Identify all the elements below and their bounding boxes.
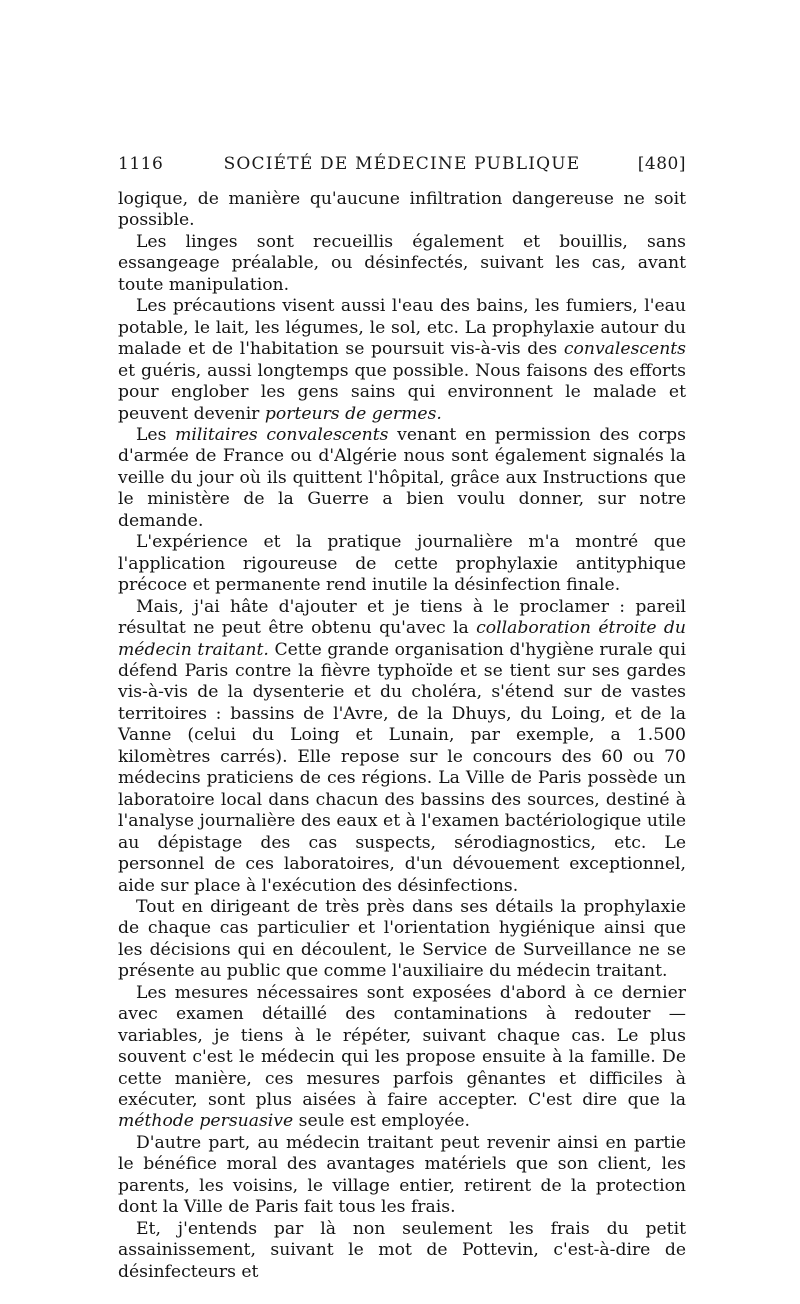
paragraph <box>118 1133 686 1219</box>
paragraph <box>118 1219 686 1283</box>
paragraph <box>118 425 686 532</box>
page-number: 1116 <box>118 154 164 174</box>
text-run: et guéris, aussi longtemps que possible. Nous faisons des efforts pour englober les gens sains qui environnent le malade et peuvent devenir <box>118 360 686 424</box>
text-run: D'autre part, au médecin traitant peut revenir ainsi en partie le bénéfice moral des avantages matériels que son client, les parents, les voisins, le village entier, retirent de la protection dont la Ville de Paris fait tous les frais. <box>118 1132 686 1218</box>
text-run: seule est employée. <box>293 1111 471 1132</box>
running-title: SOCIÉTÉ DE MÉDECINE PUBLIQUE <box>223 154 581 174</box>
italic-text: militaires convalescents <box>175 424 389 445</box>
paragraph <box>118 189 686 232</box>
paragraph <box>118 296 686 425</box>
text-run: Et, j'entends par là non seulement les frais du petit assainissement, suivant le mot de Pottevin, c'est-à-dire de désinfecteurs et <box>118 1218 686 1282</box>
text-run: L'expérience et la pratique journalière m'a montré que l'application rigoureuse de cette prophylaxie antityphique précoce et permanente rend inutile la désinfection finale. <box>118 532 686 596</box>
text-run: Les <box>136 424 176 445</box>
paragraph <box>118 897 686 983</box>
bracket-number: [480] <box>637 154 686 174</box>
paragraph <box>118 532 686 596</box>
text-run: Les linges sont recueillis également et bouillis, sans essangeage préalable, ou désinfectés, suivant les cas, avant toute manipulation. <box>118 231 686 295</box>
italic-text: convalescents <box>563 339 686 360</box>
text-run: Les précautions visent aussi l'eau des bains, les fumiers, l'eau potable, le lait, les légumes, le sol, etc. La prophylaxie autour du malade et de l'habitation se poursuit vis-à-vis des <box>118 296 686 360</box>
page-body <box>118 189 686 1283</box>
italic-text: méthode persuasive <box>118 1111 294 1132</box>
text-run: Les mesures nécessaires sont exposées d'abord à ce dernier avec examen détaillé des contaminations à redouter — variables, je tiens à le répéter, suivant chaque cas. Le plus souvent c'est le médecin qui les propose ensuite à la famille. De cette manière, ces mesures parfois gênantes et difficiles à exécuter, sont plus aisées à faire accepter. C'est dire que la <box>118 982 686 1111</box>
text-run: Mais, j'ai hâte d'ajouter et je tiens à le proclamer : pareil résultat ne peut être obtenu qu'avec la <box>118 596 686 639</box>
text-run: venant en permission des corps d'armée de France ou d'Algérie nous sont également signalés la veille du jour où ils quittent l'hôpital, grâce aux Instructions que le ministère de la Guerre a bien voulu donner, sur notre demande. <box>118 424 686 531</box>
paragraph <box>118 597 686 897</box>
paragraph <box>118 983 686 1133</box>
text-run: Tout en dirigeant de très près dans ses détails la prophylaxie de chaque cas particulier et l'orientation hygiénique ainsi que les décisions qui en découlent, le Service de Surveillance ne se présente au public que comme l'auxiliaire du médecin traitant. <box>118 896 686 982</box>
italic-text: porteurs de germes. <box>264 403 442 424</box>
paragraph <box>118 232 686 296</box>
italic-text: collaboration étroite du médecin traitant. <box>118 618 686 660</box>
text-run: Cette grande organisation d'hygiène rurale qui défend Paris contre la fièvre typhoïde et se tient sur ses gardes vis-à-vis de la dysenterie et du choléra, s'étend sur de vastes territoires : bassins de l'Avre, de la Dhuys, du Loing, et de la Vanne (celui du Loing et Lunain, par exemple, a 1.500 kilomètres carrés). Elle repose sur le concours des 60 ou 70 médecins praticiens de ces régions. La Ville de Paris possède un laboratoire local dans chacun des bassins des sources, destiné à l'analyse journalière des eaux et à l'examen bactériologique utile au dépistage des cas suspects, sérodiagnostics, etc. Le personnel de ces laboratoires, d'un dévouement exceptionnel, aide sur place à l'exécution des désinfections. <box>118 639 686 896</box>
text-run: logique, de manière qu'aucune infiltration dangereuse ne soit possible. <box>118 189 686 231</box>
